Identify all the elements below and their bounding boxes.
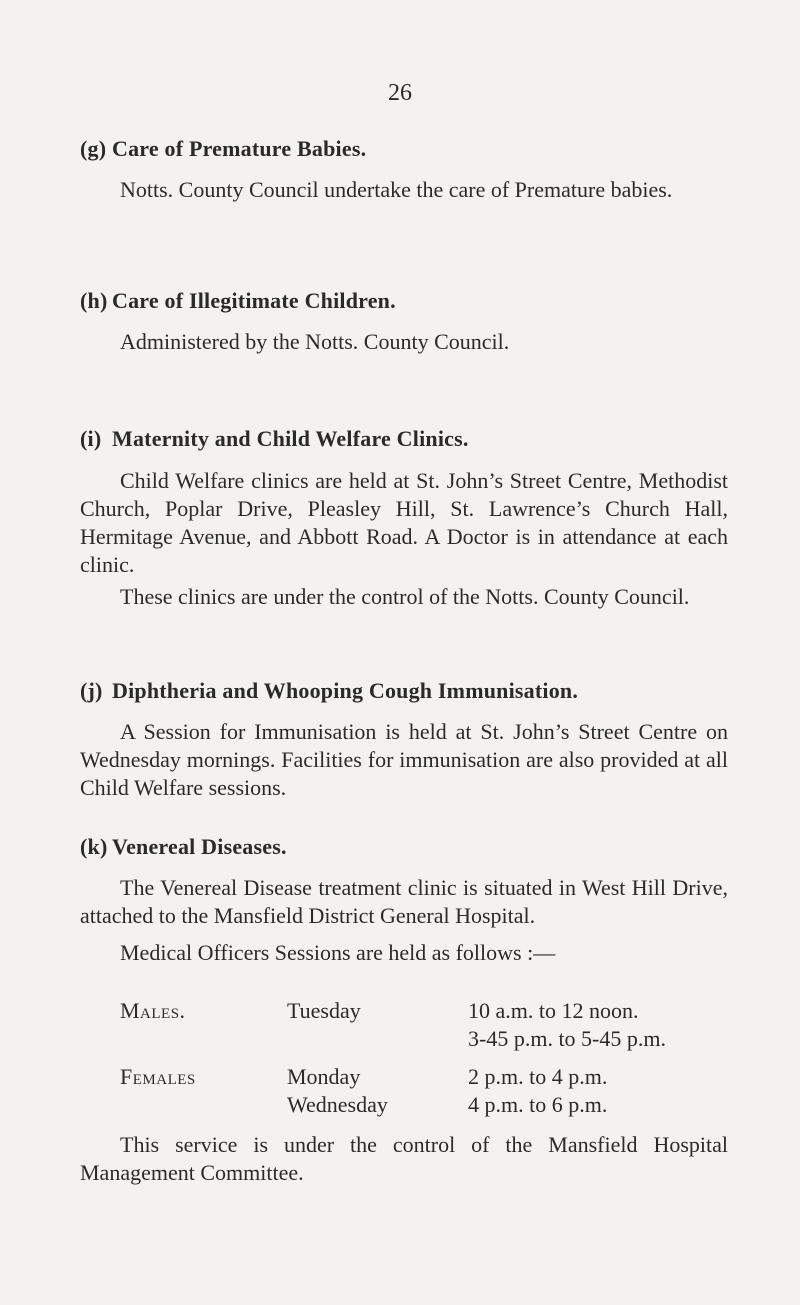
section-letter-j: (j): [80, 678, 103, 703]
heading-immunisation: [80, 678, 578, 704]
section-title-i: Maternity and Child Welfare Clinics.: [112, 426, 469, 451]
females-time-2: 4 p.m. to 6 p.m.: [468, 1092, 608, 1117]
section-letter-g: (g): [80, 136, 107, 161]
section-letter-i: (i): [80, 426, 102, 451]
section-letter-h: (h): [80, 288, 108, 313]
females-time-1: 2 p.m. to 4 p.m.: [468, 1064, 608, 1089]
heading-illegitimate-children: [80, 288, 396, 314]
paragraph-sessions-intro: Medical Officers Sessions are held as follows :—: [120, 940, 556, 965]
females-label: Females: [120, 1064, 196, 1089]
females-day-1: Monday: [287, 1064, 361, 1089]
males-time-2: 3-45 p.m. to 5-45 p.m.: [468, 1026, 666, 1051]
females-day-2: Wednesday: [287, 1092, 388, 1117]
heading-venereal-diseases: [80, 834, 287, 860]
section-title-j: Diphtheria and Whooping Cough Immunisation.: [112, 678, 579, 703]
paragraph-venereal-clinic: The Venereal Disease treatment clinic is situated in West Hill Drive, attached to the Mansfield District General Hospital.: [80, 875, 728, 928]
section-title-k: Venereal Diseases.: [112, 834, 287, 859]
males-day: Tuesday: [287, 998, 361, 1023]
heading-premature-babies: [80, 136, 366, 162]
paragraph-welfare-clinics: Child Welfare clinics are held at St. John’s Street Centre, Methodist Church, Poplar Drive, Pleasley Hill, St. Lawrence’s Church Hall, Hermitage Avenue, and Abbott Road. A Doctor is in attendance at each clinic.: [80, 468, 728, 577]
paragraph-welfare-control: These clinics are under the control of the Notts. County Council.: [120, 584, 690, 609]
heading-welfare-clinics: [80, 426, 469, 452]
section-title-g: Care of Premature Babies.: [112, 136, 367, 161]
paragraph-closing: This service is under the control of the Mansfield Hospital Management Committee.: [80, 1132, 728, 1185]
section-letter-k: (k): [80, 834, 108, 859]
section-title-h: Care of Illegitimate Children.: [112, 288, 396, 313]
paragraph-premature-babies: Notts. County Council undertake the care of Premature babies.: [120, 177, 673, 202]
paragraph-immunisation: A Session for Immunisation is held at St. John’s Street Centre on Wednesday mornings. Facilities for immunisation are also provided at all Child Welfare sessions.: [80, 719, 728, 800]
page-number: 26: [388, 80, 412, 106]
males-time-1: 10 a.m. to 12 noon.: [468, 998, 639, 1023]
paragraph-illegitimate-children: Administered by the Notts. County Council.: [120, 329, 510, 354]
males-label: Males.: [120, 998, 186, 1023]
